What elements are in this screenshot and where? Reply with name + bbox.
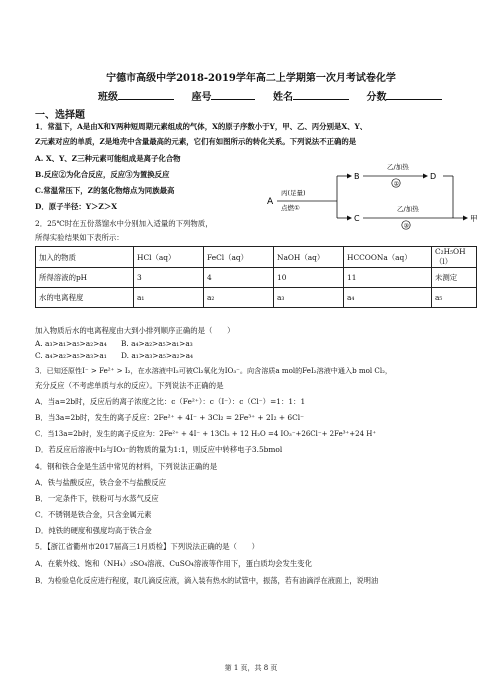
q5-stem: 5．【浙江省衢州市2017届高三1月质检】下列说法正确的是（ ） — [35, 542, 260, 551]
q1-stem-line2: Z元素对应的单质，Z是地壳中含量最高的元素，它们有如图所示的转化关系。下列说法不正确的是 — [35, 137, 357, 146]
diagram-cond2: 点燃① — [281, 204, 300, 212]
q2-option-a: A. a₃>a₁>a₅>a₂>a₄ — [35, 339, 107, 348]
diagram-arrow2-label: 乙/加热 — [387, 163, 409, 171]
q4-option-b: B．一定条件下，铁粉可与水蒸气反应 — [35, 494, 159, 503]
table-cell: HCCOONa（aq） — [344, 247, 432, 268]
q3-option-a: A．当a=2b时，反应后的离子浓度之比：c（Fe²⁺）：c（I⁻）：c（Cl⁻）=1：1：1 — [35, 397, 306, 406]
q4-option-d: D．纯铁的硬度和强度均高于铁合金 — [35, 526, 152, 535]
q2-stem-line1: 2．25℃时在五份蒸馏水中分别加入适量的下列物质， — [35, 219, 213, 228]
section-heading: 一、选择题 — [35, 110, 85, 121]
q4-stem: 4．钢和铁合金是生活中常见的材料，下列说法正确的是 — [35, 462, 218, 471]
table-cell: 3 — [134, 268, 204, 288]
table-cell: NaOH（aq） — [274, 247, 344, 268]
table-cell: a₁ — [134, 288, 204, 308]
q2-stem-line2: 所得实验结果如下表所示： — [35, 233, 124, 242]
diagram-label-d: D — [430, 172, 437, 181]
q2-option-c: C. a₄>a₂>a₅>a₃>a₁ — [35, 351, 107, 360]
q2-options-row1 — [35, 338, 193, 350]
q1-stem-line1: 1．常温下，A是由X和Y两种短周期元素组成的气体，X的原子序数小于Y，甲、乙、丙分别是X、Y、 — [35, 122, 368, 131]
q3-stem-line2: 充分反应（不考虑单质与水的反应）。下列说法不正确的是 — [35, 381, 224, 390]
score-field[interactable] — [386, 89, 442, 100]
diagram-label-a: A — [267, 197, 274, 207]
diagram-arrowhead-c — [347, 216, 352, 221]
diagram-arrow3-label: 乙/加热 — [397, 205, 419, 213]
diagram-arrowhead-b — [347, 174, 352, 179]
table-cell: 11 — [344, 268, 432, 288]
table-cell: 4 — [204, 268, 274, 288]
q3-option-c: C．当13a=2b时，发生的离子反应为：2Fe²⁺ + 4I⁻ + 13Cl₂ + 12 H₂O =4 IO₃⁻+26Cl⁻+ 2Fe³⁺+24 H⁺ — [35, 430, 377, 438]
q3-option-b: B．当3a=2b时，发生的离子反应：2Fe²⁺ + 4I⁻ + 3Cl₂ = 2Fe³⁺ + 2I₂ + 6Cl⁻ — [35, 413, 305, 422]
table-cell: 未测定 — [432, 268, 477, 288]
diagram-label-c: C — [354, 214, 360, 223]
conversion-diagram — [263, 160, 483, 232]
table-cell: 所得溶液的pH — [36, 268, 134, 288]
score-label: 分数 — [366, 92, 387, 103]
class-label: 班级 — [98, 92, 118, 103]
table-cell: a₄ — [344, 288, 432, 308]
diagram-label-b: B — [354, 172, 360, 181]
q1-option-c: C.常温常压下，Z的氢化物熔点为同族最高 — [35, 186, 175, 195]
name-label: 姓名 — [272, 92, 293, 103]
q4-option-a: A．铁与盐酸反应，铁合金不与盐酸反应 — [35, 478, 166, 487]
q1-option-b: B.反应②为化合反应，反应③为置换反应 — [35, 170, 170, 179]
student-info-line — [98, 88, 442, 103]
diagram-arrowhead-jia — [463, 216, 468, 221]
class-field[interactable] — [118, 89, 174, 100]
table-cell: a₃ — [274, 288, 344, 308]
diagram-num3: ③ — [403, 222, 409, 230]
q2-option-d: D. a₁>a₃>a₅>a₂>a₄ — [121, 351, 193, 360]
q3-option-d: D．若反应后溶液中I₂与IO₃⁻的物质的量为1:1，则反应中转移电子3.5bmol — [35, 445, 283, 454]
q5-option-b: B．为检验皂化反应进行程度，取几滴反应液，滴入装有热水的试管中，振荡，若有油滴浮在液面上，说明油 — [35, 576, 379, 585]
table-cell: FeCl（aq） — [204, 247, 274, 268]
table-row — [36, 247, 477, 268]
table-cell: C₂H₅OH（l） — [432, 247, 477, 268]
q4-option-c: C．不锈钢是铁合金，只含金属元素 — [35, 510, 152, 519]
table-cell: 10 — [274, 268, 344, 288]
q2-options-row2 — [35, 350, 193, 362]
diagram-cond1: 丙(足量) — [281, 189, 306, 197]
q3-stem-line1: 3．已知还原性I⁻ > Fe²⁺ > I₂，在水溶液中I₂可被Cl₂氧化为IO₃⁻。向含溶质a mol的FeI₂溶液中通入b mol Cl₂， — [35, 366, 393, 375]
table-cell: a₅ — [432, 288, 477, 308]
table-row — [36, 288, 477, 308]
experiment-table — [35, 246, 477, 308]
q1-option-d: D．原子半径：Y＞Z＞X — [35, 202, 117, 211]
seat-label: 座号 — [191, 92, 212, 103]
table-row — [36, 268, 477, 288]
page-footer: 第 1 页，共 8 页 — [224, 664, 278, 672]
q2-after-question: 加入物质后水的电离程度由大到小排列顺序正确的是（ ） — [35, 326, 235, 335]
seat-field[interactable] — [211, 89, 255, 100]
q5-option-a: A．在紫外线、饱和（NH₄）₂SO₄溶液、CuSO₄溶液等作用下，蛋白质均会发生变化 — [35, 559, 313, 568]
table-cell: HCl（aq） — [134, 247, 204, 268]
table-cell: a₂ — [204, 288, 274, 308]
q1-option-a: A. X、Y、Z三种元素可能组成是离子化合物 — [35, 154, 181, 163]
diagram-label-jia: 甲 — [470, 214, 478, 223]
table-cell: 加入的物质 — [36, 247, 134, 268]
q2-option-b: B. a₄>a₂>a₅>a₁>a₃ — [121, 339, 193, 348]
table-cell: 水的电离程度 — [36, 288, 134, 308]
diagram-arrowhead-d — [423, 174, 428, 179]
diagram-num2: ② — [393, 180, 399, 188]
page-title: 宁德市高级中学2018-2019学年高二上学期第一次月考试卷化学 — [106, 73, 396, 84]
name-field[interactable] — [293, 89, 349, 100]
